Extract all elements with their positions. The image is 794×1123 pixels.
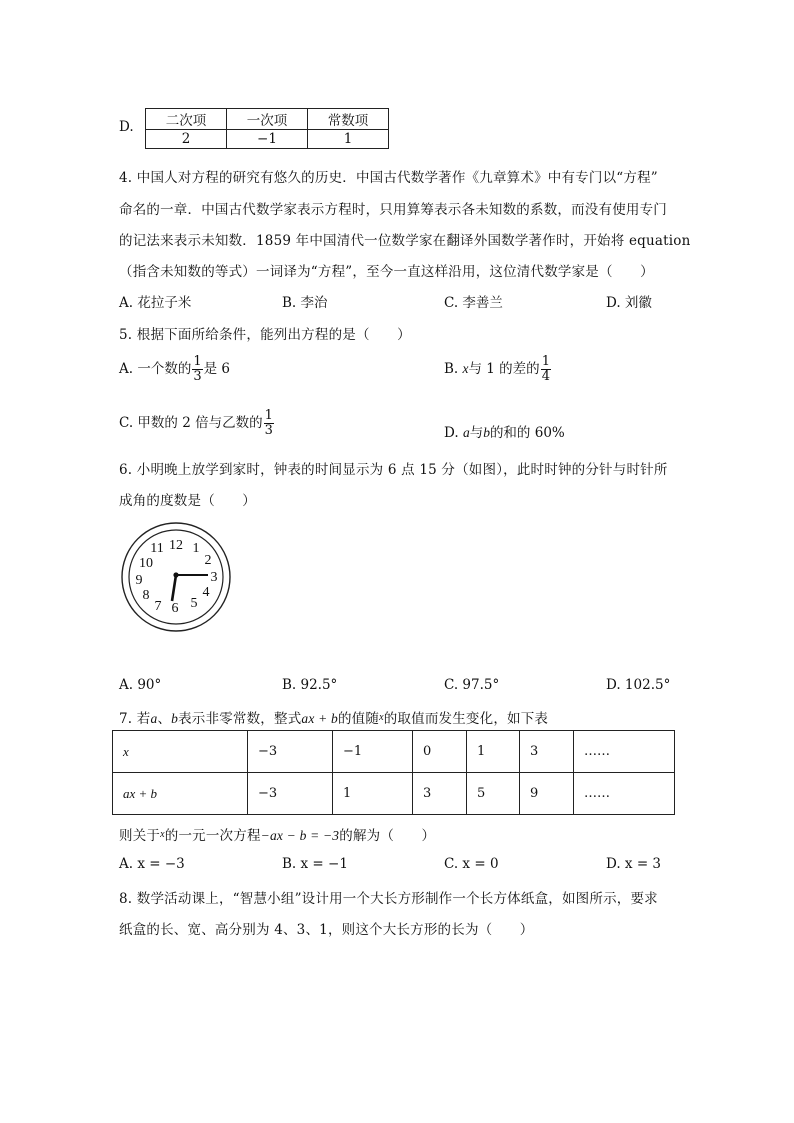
variable-b: b bbox=[483, 425, 490, 440]
clock-number: 10 bbox=[139, 556, 153, 571]
q7-value-table bbox=[112, 730, 675, 815]
q7-after-mid: 的一元一次方程 bbox=[164, 828, 261, 844]
fraction-denominator: 3 bbox=[264, 423, 273, 438]
q4-option-a: A. 花拉子米 bbox=[119, 295, 192, 311]
q5-d-mid: 与 bbox=[469, 425, 484, 441]
option-d-label: D. bbox=[119, 119, 134, 135]
variable-x: x bbox=[462, 361, 469, 376]
fraction bbox=[192, 355, 202, 384]
clock-number: 9 bbox=[135, 573, 143, 588]
q7-stem-mid2: 的值随 bbox=[337, 711, 380, 727]
clock-number: 7 bbox=[154, 599, 162, 614]
q6-option-b: B. 92.5° bbox=[282, 677, 338, 693]
table-header-cell: 一次项 bbox=[227, 109, 308, 130]
fraction bbox=[264, 409, 274, 438]
q4-option-c: C. 李善兰 bbox=[444, 295, 503, 311]
table-cell: −3 bbox=[248, 731, 333, 773]
table-cell bbox=[113, 731, 248, 773]
q5-d-suffix: 的和的 60% bbox=[489, 425, 565, 441]
q7-option-b: B. x = −1 bbox=[282, 856, 348, 872]
clock-number: 11 bbox=[150, 541, 164, 556]
table-cell: 3 bbox=[520, 731, 574, 773]
table-row bbox=[113, 731, 675, 773]
fraction-numerator: 1 bbox=[264, 408, 273, 423]
q5-d-prefix: D. bbox=[444, 425, 459, 441]
q5-c-prefix: C. 甲数的 2 倍与乙数的 bbox=[119, 415, 263, 431]
fraction bbox=[541, 355, 551, 384]
q5-b-mid: 与 1 的差的 bbox=[468, 361, 540, 377]
table-cell: −3 bbox=[248, 773, 333, 815]
table-cell: 1 bbox=[333, 773, 413, 815]
clock-number: 8 bbox=[142, 588, 150, 603]
clock-number: 2 bbox=[204, 553, 212, 568]
q4-option-b: B. 李治 bbox=[282, 295, 328, 311]
q5-option-c bbox=[119, 409, 275, 438]
q7-stem-prefix: 7. 若 bbox=[119, 711, 151, 727]
table-cell: 1 bbox=[467, 731, 520, 773]
table-cell: −1 bbox=[333, 731, 413, 773]
q8-line: 8. 数学活动课上，“智慧小组”设计用一个大长方形制作一个长方体纸盒，如图所示，要求 bbox=[119, 891, 658, 907]
clock-number: 6 bbox=[171, 601, 179, 616]
fraction-numerator: 1 bbox=[541, 354, 550, 369]
clock-number: 12 bbox=[169, 538, 183, 553]
table-cell: 0 bbox=[413, 731, 467, 773]
q5-a-prefix: A. 一个数的 bbox=[119, 361, 192, 377]
variable-x: x bbox=[379, 712, 384, 723]
clock-number: 1 bbox=[192, 541, 200, 556]
q7-after-prefix: 则关于 bbox=[119, 828, 161, 844]
q6-option-c: C. 97.5° bbox=[444, 677, 500, 693]
q7-option-c: C. x = 0 bbox=[444, 856, 499, 872]
separator: 、 bbox=[157, 711, 172, 727]
fraction-denominator: 3 bbox=[193, 369, 202, 384]
q4-line: （指含未知数的等式）一词译为“方程”，至今一直这样沿用，这位清代数学家是（ ） bbox=[119, 264, 654, 280]
q5-option-d bbox=[444, 421, 565, 441]
variable-x: x bbox=[160, 829, 165, 840]
table-cell: …… bbox=[574, 731, 675, 773]
expression: ax + b bbox=[301, 711, 338, 726]
table-cell: 3 bbox=[413, 773, 467, 815]
q8-line: 纸盒的长、宽、高分别为 4、3、1，则这个大长方形的长为（ ） bbox=[119, 922, 534, 938]
q7-stem-mid: 表示非零常数，整式 bbox=[178, 711, 302, 727]
clock-number: 3 bbox=[210, 570, 218, 585]
variable-x: x bbox=[123, 743, 129, 759]
q6-option-d: D. 102.5° bbox=[606, 677, 671, 693]
table-header-cell: 二次项 bbox=[146, 109, 227, 130]
q4-line: 4. 中国人对方程的研究有悠久的历史．中国古代数学著作《九章算术》中有专门以“方程” bbox=[119, 170, 658, 186]
table-row bbox=[113, 773, 675, 815]
q6-line: 6. 小明晚上放学到家时，钟表的时间显示为 6 点 15 分（如图），此时时钟的分针与时针所 bbox=[119, 462, 668, 478]
table-cell: 5 bbox=[467, 773, 520, 815]
clock-figure bbox=[120, 521, 232, 633]
table-row bbox=[146, 109, 389, 130]
table-row bbox=[146, 130, 389, 149]
clock-center-dot bbox=[173, 572, 178, 577]
fraction-denominator: 4 bbox=[541, 369, 550, 384]
q7-stem bbox=[119, 707, 548, 727]
q6-option-a: A. 90° bbox=[119, 677, 162, 693]
table-cell: 1 bbox=[308, 130, 389, 149]
equation: −ax − b = −3 bbox=[260, 828, 340, 843]
q5-stem: 5. 根据下面所给条件，能列出方程的是（ ） bbox=[119, 327, 411, 343]
q4-line: 的记法来表示未知数．1859 年中国清代一位数学家在翻译外国数学著作时，开始将 equation bbox=[119, 233, 691, 249]
q4-line: 命名的一章．中国古代数学家表示方程时，只用算筹表示各未知数的系数，而没有使用专门 bbox=[119, 202, 667, 218]
table-cell: …… bbox=[574, 773, 675, 815]
variable-a: a bbox=[462, 425, 470, 440]
q7-after-suffix: 的解为（ ） bbox=[339, 828, 436, 844]
q7-after-table bbox=[119, 824, 435, 844]
expression: ax + b bbox=[123, 785, 158, 801]
q6-line: 成角的度数是（ ） bbox=[119, 493, 256, 509]
table-cell bbox=[113, 773, 248, 815]
fraction-numerator: 1 bbox=[193, 354, 202, 369]
q5-b-prefix: B. bbox=[444, 361, 459, 377]
table-header-cell: 常数项 bbox=[308, 109, 389, 130]
q7-option-a: A. x = −3 bbox=[119, 856, 185, 872]
variable-b: b bbox=[171, 711, 179, 726]
q5-option-b bbox=[444, 355, 552, 384]
q5-a-suffix: 是 6 bbox=[203, 361, 231, 377]
table-cell: 2 bbox=[146, 130, 227, 149]
clock-hour-hand bbox=[172, 575, 176, 601]
q7-stem-suffix: 的取值而发生变化，如下表 bbox=[383, 711, 549, 727]
clock-number: 4 bbox=[202, 585, 210, 600]
q7-option-d: D. x = 3 bbox=[606, 856, 662, 872]
q4-option-d: D. 刘徽 bbox=[606, 295, 652, 311]
clock-number: 5 bbox=[190, 596, 198, 611]
table-cell: 9 bbox=[520, 773, 574, 815]
table-cell: −1 bbox=[227, 130, 308, 149]
option-d-table bbox=[145, 108, 389, 149]
q5-option-a bbox=[119, 355, 230, 384]
variable-a: a bbox=[150, 711, 158, 726]
